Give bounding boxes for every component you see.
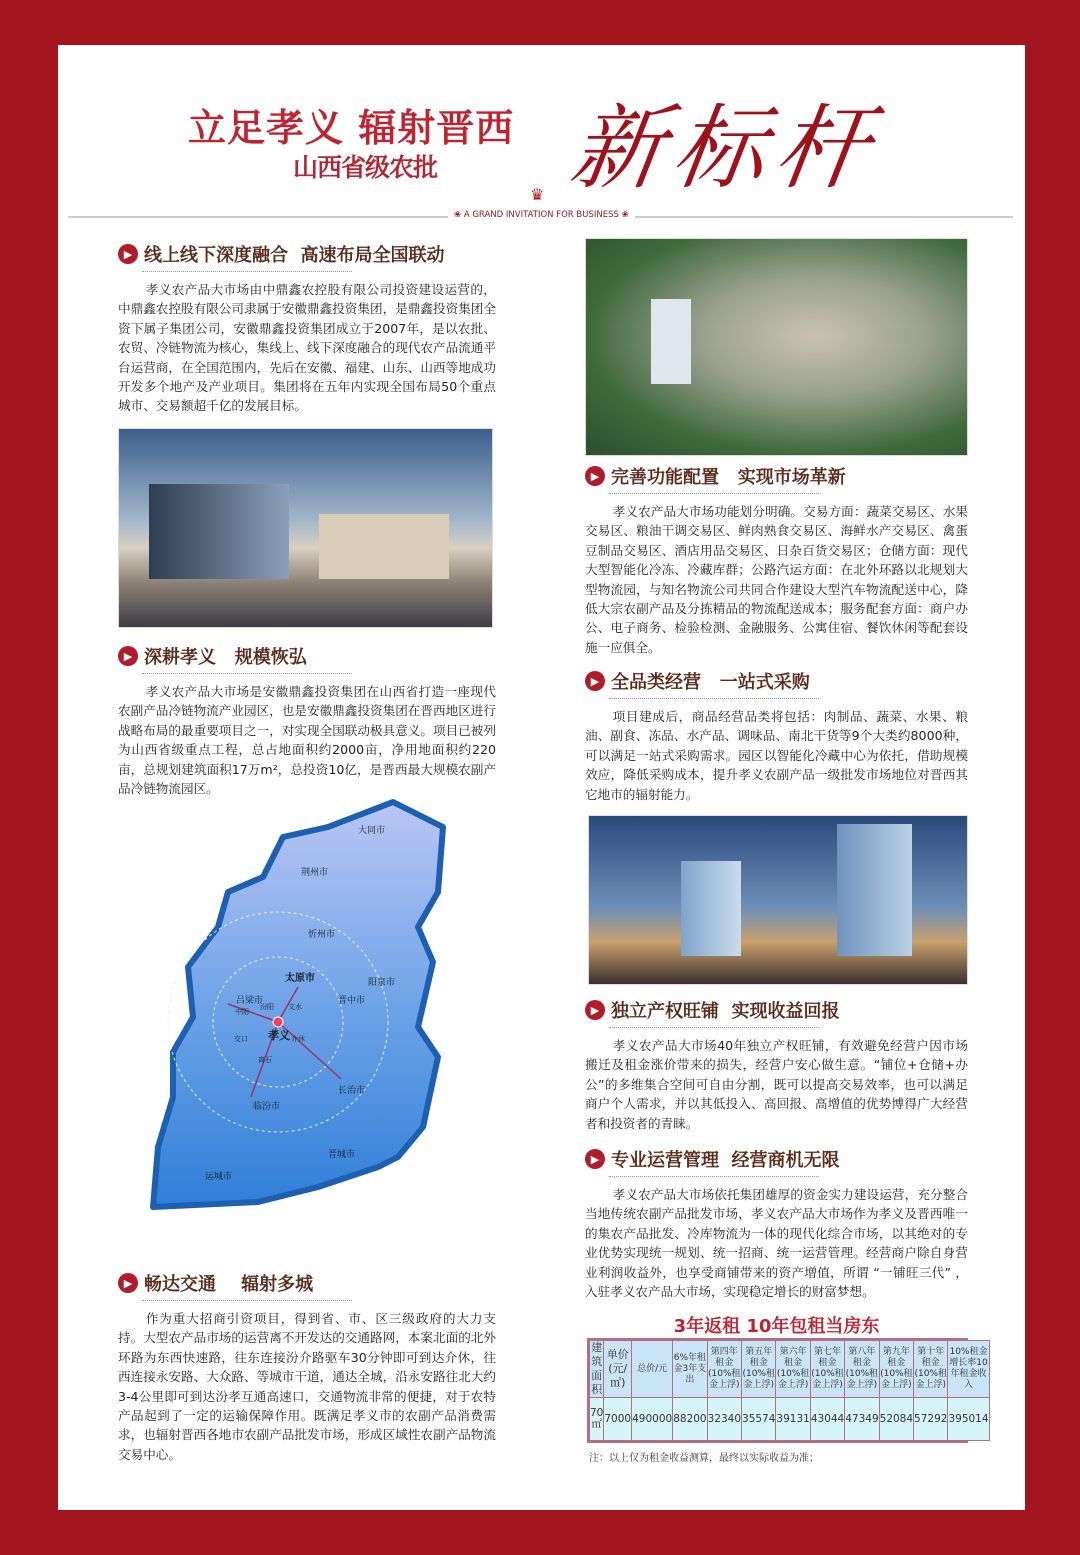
table-cell: 32340 (707, 1398, 741, 1441)
section-7 (585, 1146, 968, 1301)
map-city-label: 阳泉市 (368, 978, 396, 988)
section-body: 作为重大招商引资项目，得到省、市、区三级政府的大力支持。大型农产品市场的运营离不开发达的交通路网，本案北面的北外环路为东西快速路，往东连接汾介路驱车30分钟即可到达介休，往西连接永安路、大众路、等城市干道，通达全城，沿永安路往北大约3-4公里即可到达汾孝互通高速口，交通物流非常的便捷，对于农特产品起到了一定的运输保障作用。既满足孝义市的农副产品消费需求，也辐射晋西各地市农副产品批发市场，形成区域性农副产品物流交易中心。 (118, 1311, 496, 1462)
play-icon: ▶ (585, 671, 605, 691)
dotted-rule (609, 1027, 819, 1028)
table-header-cell: 第六年租金(10%租金上浮) (776, 1341, 810, 1398)
table-header-cell: 第四年租金(10%租金上浮) (707, 1341, 741, 1398)
table-header-cell: 总价/元 (632, 1341, 673, 1398)
section-6 (585, 997, 968, 1133)
map-town-label: 离石 (258, 1056, 272, 1064)
tower-shape (837, 824, 912, 956)
section-heading: ▶ 完善功能配置 实现市场革新 (585, 463, 968, 489)
table-cell: 7000 (604, 1398, 632, 1441)
headline: 立足孝义 辐射晋西 (188, 106, 515, 150)
table-cell: 70㎡ (590, 1398, 604, 1441)
table-cell: 47349 (845, 1398, 879, 1441)
tagline: ❀ A GRAND INVITATION FOR BUSINESS ❀ (448, 210, 635, 220)
section-3 (118, 1270, 496, 1464)
tower-shape (651, 299, 691, 384)
table-header-cell: 第七年租金(10%租金上浮) (810, 1341, 844, 1398)
market-building-photo (118, 428, 493, 628)
map-town-label: 介休 (291, 1035, 305, 1043)
dotted-rule (142, 271, 352, 272)
night-rendering-photo (588, 815, 968, 985)
table-cell: 88200 (673, 1398, 707, 1441)
table-row (590, 1398, 990, 1441)
table-cell: 52084 (879, 1398, 913, 1441)
play-icon: ▶ (118, 646, 138, 666)
calligraphy-title: 新标杆 (564, 95, 886, 202)
section-heading: ▶ 全品类经营 一站式采购 (585, 668, 968, 694)
section-body: 孝义农产品大市场功能划分明确。交易方面：蔬菜交易区、水果交易区、粮油干调交易区、鲜肉熟食交易区、海鲜水产交易区、禽蛋豆制品交易区、酒店用品交易区、日杂百货交易区；仓储方面：现代大型智能化冷冻、冷藏库群；公路汽运方面：在北外环路以北规划大型物流园，与知名物流公司共同合作建设大型汽车物流配送中心，降低大宗农副产品及分拣精品的物流配送成本；服务配套方面：商户办公、电子商务、检验检测、金融服务、公寓住宿、餐饮休闲等配套设施一应俱全。 (585, 504, 968, 655)
play-icon: ▶ (118, 1273, 138, 1293)
aerial-rendering-photo (585, 238, 968, 456)
dotted-rule (609, 493, 819, 494)
table-cell: 35574 (742, 1398, 776, 1441)
table-header-cell: 10%租金增长率10年租金收入 (948, 1341, 989, 1398)
table-header-cell: 单价(元/㎡) (604, 1341, 632, 1398)
section-2 (118, 643, 496, 798)
shanxi-map (148, 797, 453, 1222)
section-4 (585, 463, 968, 657)
map-town-label: 文水 (288, 1003, 302, 1011)
table-header-row (590, 1341, 990, 1398)
play-icon: ▶ (585, 1000, 605, 1020)
play-icon: ▶ (585, 1149, 605, 1169)
table-cell: 490000 (632, 1398, 673, 1441)
map-city-label: 忻州市 (308, 930, 336, 940)
play-icon: ▶ (118, 244, 138, 264)
rent-table-title: 3年返租 10年包租当房东 (673, 1316, 880, 1337)
map-city-label: 长治市 (338, 1086, 366, 1096)
table-cell: 395014 (948, 1398, 989, 1441)
dotted-rule (142, 673, 352, 674)
rent-table-note: 注：以上仅为租金收益测算，最终以实际收益为准； (589, 1453, 819, 1464)
play-icon: ▶ (585, 466, 605, 486)
table-cell: 39131 (776, 1398, 810, 1441)
table-header-cell: 6%年租金3年支出 (673, 1341, 707, 1398)
section-heading: ▶ 专业运营管理 经营商机无限 (585, 1146, 968, 1172)
table-cell: 57292 (914, 1398, 948, 1441)
map-city-label: 吕梁市 (236, 996, 264, 1006)
map-town-label: 交口 (234, 1035, 248, 1043)
map-town-label: 中阳 (235, 1008, 249, 1016)
map-city-label: 太原市 (285, 973, 315, 984)
dotted-rule (142, 1300, 352, 1301)
section-body: 项目建成后，商品经营品类将包括：肉制品、蔬菜、水果、粮油、副食、冻品、水产品、调味品、南北干货等9个大类约8000种，可以满足一站式采购需求。园区以智能化冷藏中心为依托，借助规模效应，降低采购成本，提升孝义农副产品一级批发市场地位对晋西其它地市的辐射能力。 (585, 709, 968, 802)
poster (58, 45, 1025, 1510)
section-body: 孝义农产品大市场由中鼎鑫农控股有限公司投资建设运营的，中鼎鑫农控股有限公司隶属于安徽鼎鑫投资集团，是鼎鑫投资集团全资下属子集团公司，安徽鼎鑫投资集团成立于2007年，是以农批、农贸、冷链物流为核心，集线上、线下深度融合的现代农产品流通平台运营商，在全国范围内，先后在安徽、福建、山东、山西等地成功开发多个地产及产业项目。集团将在五年内实现全国布局50个重点城市、交易额超千亿的发展目标。 (118, 282, 496, 414)
section-heading: ▶ 深耕孝义 规模恢弘 (118, 643, 496, 669)
map-city-label: 临汾市 (253, 1102, 281, 1112)
table-header-cell: 第八年租金(10%租金上浮) (845, 1341, 879, 1398)
section-1 (118, 241, 496, 416)
map-city-label: 晋城市 (328, 1150, 356, 1160)
table-header-cell: 第九年租金(10%租金上浮) (879, 1341, 913, 1398)
crown-icon: ♛ (530, 185, 545, 204)
map-city-label: 大同市 (358, 826, 386, 836)
section-5 (585, 668, 968, 804)
subheadline: 山西省级农批 (293, 153, 438, 182)
map-city-label: 孝义 (268, 1029, 290, 1042)
table-header-cell: 第五年租金(10%租金上浮) (742, 1341, 776, 1398)
map-city-label: 荆州市 (301, 868, 329, 878)
map-city-label: 运城市 (205, 1172, 233, 1182)
dotted-rule (609, 698, 819, 699)
table-cell: 43044 (810, 1398, 844, 1441)
section-body: 孝义农产品大市场依托集团雄厚的资金实力建设运营，充分整合当地传统农副产品批发市场，孝义农产品大市场作为孝义及晋西唯一的集农产品批发、冷库物流为一体的现代化综合市场，以其绝对的专业优势实现统一规划、统一招商、统一运营管理。经营商户除自身营业利润收益外，也享受商铺带来的资产增值，所谓 “一铺旺三代” ，入驻孝义农产品大市场，实现稳定增长的财富梦想。 (585, 1187, 968, 1300)
map-town-label: 汾阳 (260, 1003, 274, 1011)
section-heading: ▶ 畅达交通 辐射多城 (118, 1270, 496, 1296)
section-body: 孝义农产品大市场是安徽鼎鑫投资集团在山西省打造一座现代农副产品冷链物流产业园区，也是安徽鼎鑫投资集团在晋西地区进行战略布局的最重要项目之一，对实现全国联动极具意义。项目已被列为山西省级重点工程，总占地面积约2000亩，净用地面积约220亩，总规划建筑面积17万m²，总投资10亿，是晋西最大规模农副产品冷链物流园区。 (118, 684, 496, 797)
section-heading: ▶ 线上线下深度融合 高速布局全国联动 (118, 241, 496, 267)
map-city-label: 晋中市 (338, 996, 366, 1006)
building-shape (319, 514, 449, 579)
tower-shape (681, 861, 741, 956)
section-heading: ▶ 独立产权旺铺 实现收益回报 (585, 997, 968, 1023)
section-body: 孝义农产品大市场40年独立产权旺铺，有效避免经营户因市场搬迁及租金涨价带来的损失，经营户安心做生意。“铺位+仓储+办公”的多维集合空间可自由分割，既可以提高交易效率，也可以满足商户个人需求，并以其低投入、高回报、高增值的优势博得广大经营者和投资者的青睐。 (585, 1038, 968, 1131)
rent-table (587, 1338, 989, 1443)
dotted-rule (609, 1176, 819, 1177)
table-header-cell: 建筑面积 (591, 1341, 603, 1396)
table-header-cell: 第十年租金(10%租金上浮) (914, 1341, 948, 1398)
building-shape (149, 484, 289, 579)
